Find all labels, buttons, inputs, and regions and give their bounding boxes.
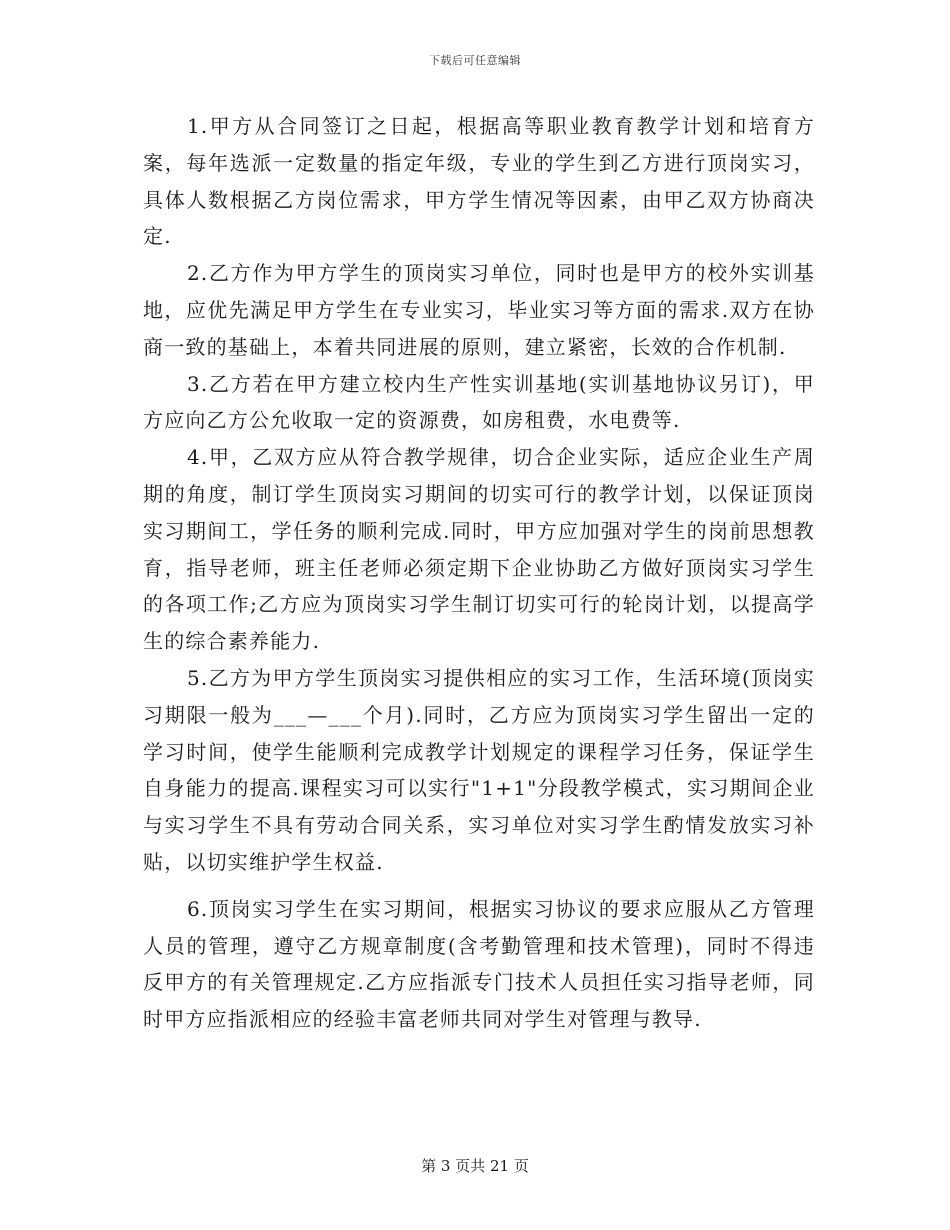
page-header: 下载后可任意编辑 — [429, 54, 521, 67]
clause-6: 6.顶岗实习学生在实习期间，根据实习协议的要求应服从乙方管理人员的管理，遵守乙方规章制度(含考勤管理和技术管理)，同时不得违反甲方的有关管理规定.乙方应指派专门技术人员担任实习指导老师，同时甲方应指派相应的经验丰富老师共同对学生对管理与教导. — [143, 896, 815, 1032]
document-body — [143, 108, 815, 1038]
clause-2: 2.乙方作为甲方学生的顶岗实习单位，同时也是甲方的校外实训基地，应优先满足甲方学生在专业实习，毕业实习等方面的需求.双方在协商一致的基础上，本着共同进展的原则，建立紧密，长效的合作机制. — [143, 261, 815, 359]
clause-1: 1.甲方从合同签订之日起，根据高等职业教育教学计划和培育方案，每年选派一定数量的指定年级，专业的学生到乙方进行顶岗实习，具体人数根据乙方岗位需求，甲方学生情况等因素，由甲乙双方协商决定. — [143, 114, 815, 249]
clause-3: 3.乙方若在甲方建立校内生产性实训基地(实训基地协议另订)，甲方应向乙方公允收取一定的资源费，如房租费，水电费等. — [143, 371, 815, 433]
page-number: 第 3 页共 21 页 — [421, 1157, 529, 1175]
clause-4: 4.甲，乙双方应从符合教学规律，切合企业实际，适应企业生产周期的角度，制订学生顶岗实习期间的切实可行的教学计划，以保证顶岗实习期间工，学任务的顺利完成.同时，甲方应加强对学生的岗前思想教育，指导老师，班主任老师必须定期下企业协助乙方做好顶岗实习学生的各项工作;乙方应为顶岗实习学生制订切实可行的轮岗计划，以提高学生的综合素养能力. — [143, 445, 815, 654]
clause-5: 5.乙方为甲方学生顶岗实习提供相应的实习工作，生活环境(顶岗实习期限一般为___—___个月).同时，乙方应为顶岗实习学生留出一定的学习时间，使学生能顺利完成教学计划规定的课程学习任务，保证学生自身能力的提高.课程实习可以实行"1+1"分段教学模式，实习期间企业与实习学生不具有劳动合同关系，实习单位对实习学生酌情发放实习补贴，以切实维护学生权益. — [143, 665, 815, 874]
